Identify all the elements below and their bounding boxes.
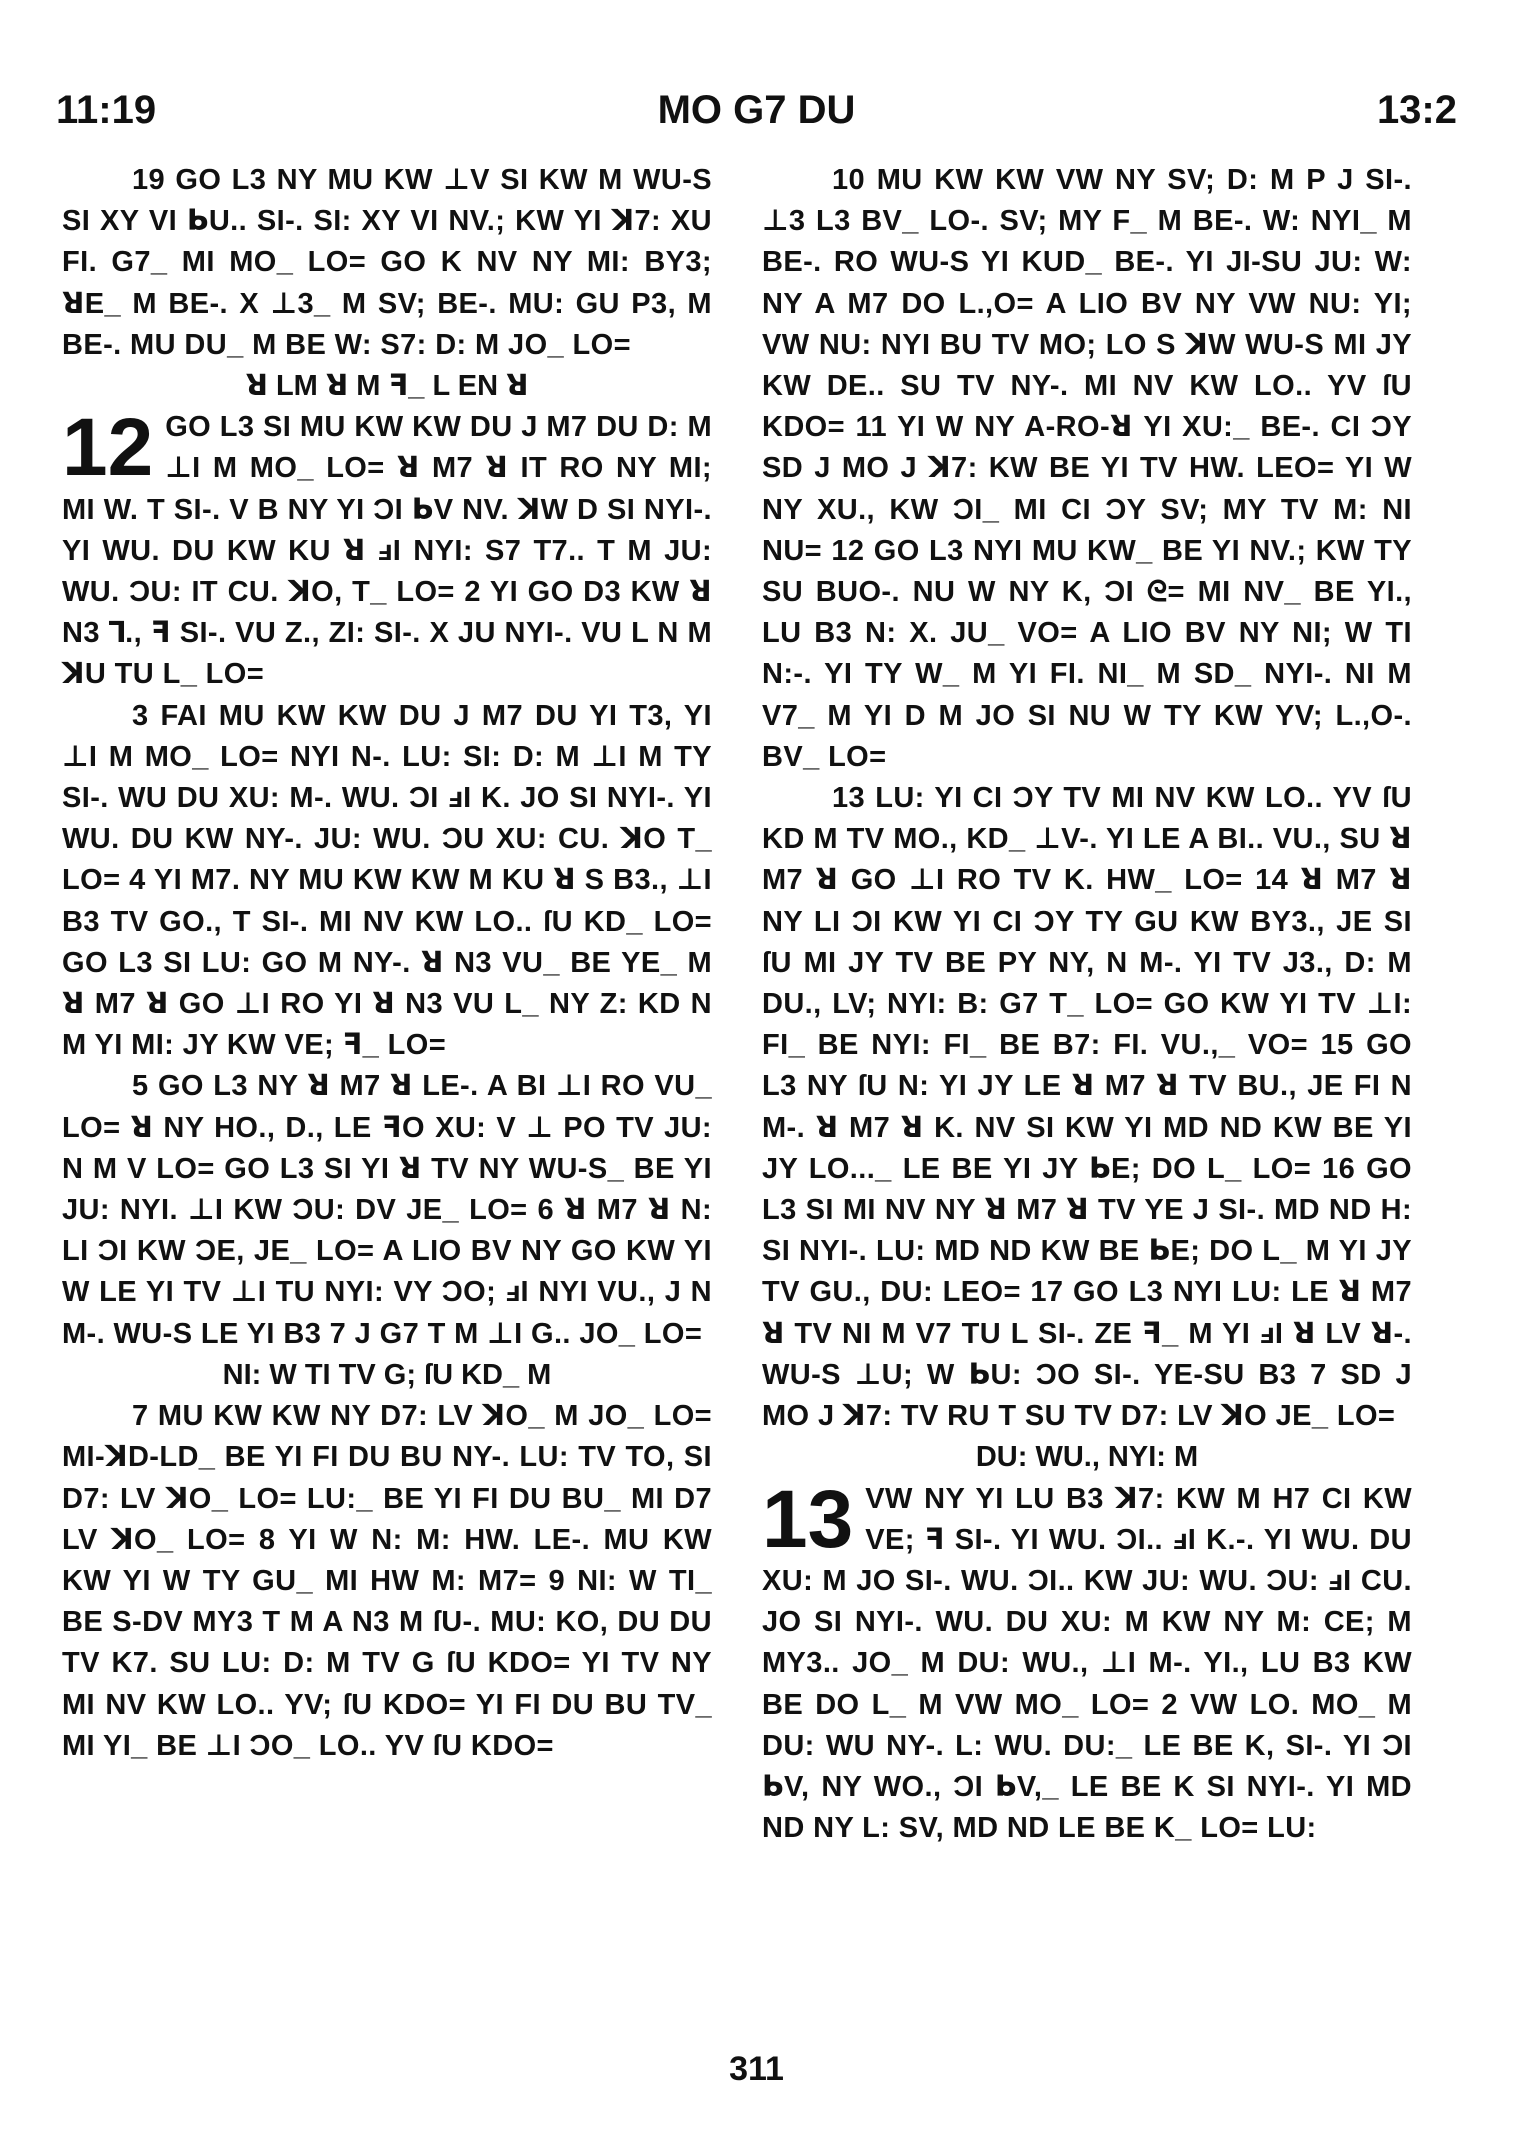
chapter-number: 13 bbox=[762, 1473, 854, 1565]
running-header bbox=[56, 88, 1457, 138]
header-chapter-verse-start: 11:19 bbox=[56, 88, 157, 132]
paragraph: 7 MU KW KW NY D7: LV ꓘO_ M JO_ LO= MI-ꓘD-LD_ BE YI FI DU BU NY-. LU: TV TO, SI D7: LV ꓘO_ LO= LU:_ BE YI FI DU BU_ MI D7 LV ꓘO_ LO= 8 YI W N: M: HW. LE-. MU KW KW YI W TY GU_ MI HW M: M7= 9 NI: W TI_ BE S-DV MY3 T M A N3 M ſU-. MU: KO, DU DU TV K7. SU LU: D: M TV G ſU KDO= YI TV NY MI NV KW LO.. YV; ſU KDO= YI FI DU BU TV_ MI YI_ BE ⊥I ƆO_ LO.. YV ſU KDO= bbox=[62, 1400, 712, 1762]
header-chapter-verse-end: 13:2 bbox=[1376, 88, 1457, 132]
right-column bbox=[762, 160, 1412, 1849]
paragraph: 10 MU KW KW VW NY SV; D: M P J SI-. ⊥3 L3 BV_ LO-. SV; MY F_ M BE-. W: NYI_ M BE-. RO WU-S YI KUD_ BE-. YI JI-SU JU: W: NY A M7 DO L.,O= A LIO BV NY VW NU: YI; VW NU: NYI BU TV MO; LO S ꓘW WU-S MI JY KW DE.. SU TV NY-. MI NV KW LO.. YV ſU KDO= 11 YI W NY A-RO-ꓤ YI XU:_ BE-. CI ƆY SD J MO J ꓘ7: KW BE YI TV HW. LEO= YI W NY XU., KW ƆI_ MI CI ƆY SV; MY TV M: NI NU= 12 GO L3 NYI MU KW_ BE YI NV.; KW TY SU BUO-. NU W NY K, ƆI ᘓ= MI NV_ BE YI., LU B3 N: X. JU_ VO= A LIO BV NY NI; W TI N:-. YI TY W_ M YI FI. NI_ M SD_ NYI-. NI M V7_ M YI D M JO SI NU W TY KW YV; L.,O-. BV_ LO= bbox=[762, 164, 1412, 773]
section-heading: NI: W TI TV G; ſU KD_ M bbox=[222, 1358, 552, 1391]
paragraph: VW NY YI LU B3 ꓘ7: KW M H7 CI KW VE; ꟻ SI-. YI WU. ƆI.. ⅎI K.-. YI WU. DU XU: M JO SI-. WU. ƆI.. KW JU: WU. ƆU: ⅎI CU. JO SI NYI-. WU. DU XU: M KW NY M: CE; M MY3.. JO_ M DU: WU., ⊥I M-. YI., LU B3 KW BE DO L_ M VW MO_ LO= 2 VW LO. MO_ M DU: WU NY-. L: WU. DU:_ LE BE K, SI-. YI ƆI ᖯV, NY WO., ƆI ᖯV,_ LE BE K SI NYI-. YI MD ND NY L: SV, MD ND LE BE K_ LO= LU: bbox=[762, 1482, 1412, 1845]
paragraph: 19 GO L3 NY MU KW ⊥V SI KW M WU-S SI XY VI ᖯU.. SI-. SI: XY VI NV.; KW YI ꓘ7: XU FI. G7_ MI MO_ LO= GO K NV NY MI: BY3; ꓤE_ M BE-. X ⊥3_ M SV; BE-. MU: GU P3, M BE-. MU DU_ M BE W: S7: D: M JO_ LO= bbox=[62, 164, 712, 361]
chapter-number: 12 bbox=[62, 402, 154, 494]
section-heading: ꓤ LM ꓤ M ꟻ_ L EN ꓤ bbox=[245, 370, 529, 403]
paragraph: 5 GO L3 NY ꓤ M7 ꓤ LE-. A BI ⊥I RO VU_ LO= ꓤ NY HO., D., LE ꟻO XU: V ⊥ PO TV JU: N M V LO= GO L3 SI YI ꓤ TV NY WU-S_ BE YI JU: NYI. ⊥I KW ƆU: DV JE_ LO= 6 ꓤ M7 ꓤ N: LI ƆI KW ƆE, JE_ LO= A LIO BV NY GO KW YI W LE YI TV ⊥I TU NYI: VY ƆO; ⅎI NYI VU., J N M-. WU-S LE YI B3 7 J G7 T M ⊥I G.. JO_ LO= bbox=[62, 1070, 712, 1350]
paragraph: 13 LU: YI CI ƆY TV MI NV KW LO.. YV ſU KD M TV MO., KD_ ⊥V-. YI LE A BI.. VU., SU ꓤ M7 ꓤ GO ⊥I RO TV K. HW_ LO= 14 ꓤ M7 ꓤ NY LI ƆI KW YI CI ƆY TY GU KW BY3., JE SI ſU MI JY TV BE PY NY, N M-. YI TV J3., D: M DU., LV; NYI: B: G7 T_ LO= GO KW YI TV ⊥I: FI_ BE NYI: FI_ BE B7: FI. VU.,_ VO= 15 GO L3 NY ſU N: YI JY LE ꓤ M7 ꓤ TV BU., JE FI N M-. ꓤ M7 ꓤ K. NV SI KW YI MD ND KW BE YI JY LO..._ LE BE YI JY ᖯE; DO L_ LO= 16 GO L3 SI MI NV NY ꓤ M7 ꓤ TV YE J SI-. MD ND H: SI NYI-. LU: MD ND KW BE ᖯE; DO L_ M YI JY TV GU., DU: LEO= 17 GO L3 NYI LU: LE ꓤ M7 ꓤ TV NI M V7 TU L SI-. ZE ꟻ_ M YI ⅎI ꓤ LV ꓤ-. WU-S ⊥U; W ᖯU: ƆO SI-. YE-SU B3 7 SD J MO J ꓘ7: TV RU T SU TV D7: LV ꓘO JE_ LO= bbox=[762, 782, 1412, 1433]
section-heading: DU: WU., NYI: M bbox=[975, 1441, 1199, 1474]
chapter-12-block bbox=[62, 402, 712, 695]
page-number: 311 bbox=[729, 2050, 784, 2088]
chapter-13-block bbox=[762, 1473, 1412, 1850]
header-book-title: MO G7 DU bbox=[657, 88, 856, 132]
paragraph: GO L3 SI MU KW KW DU J M7 DU D: M ⊥I M MO_ LO= ꓤ M7 ꓤ IT RO NY MI; MI W. T SI-. V B NY YI ƆI ᖯV NV. ꓘW D SI NYI-. YI WU. DU KW KU ꓤ ⅎI NYI: S7 T7.. T M JU: WU. ƆU: IT CU. ꓘO, T_ LO= 2 YI GO D3 KW ꓤ N3 ⅂., ꟻ SI-. VU Z., ZI: SI-. X JU NYI-. VU L N M ꓘU TU L_ LO= bbox=[62, 411, 712, 691]
paragraph: 3 FAI MU KW KW DU J M7 DU YI T3, YI ⊥I M MO_ LO= NYI N-. LU: SI: D: M ⊥I M TY SI-. WU DU XU: M-. WU. ƆI ⅎI K. JO SI NYI-. YI WU. DU KW NY-. JU: WU. ƆU XU: CU. ꓘO T_ LO= 4 YI M7. NY MU KW KW M KU ꓤ S B3., ⊥I B3 TV GO., T SI-. MI NV KW LO.. ſU KD_ LO= GO L3 SI LU: GO M NY-. ꓤ N3 VU_ BE YE_ M ꓤ M7 ꓤ GO ⊥I RO YI ꓤ N3 VU L_ NY Z: KD N M YI MI: JY KW VE; ꟻ_ LO= bbox=[62, 699, 712, 1062]
left-column bbox=[62, 160, 712, 1767]
